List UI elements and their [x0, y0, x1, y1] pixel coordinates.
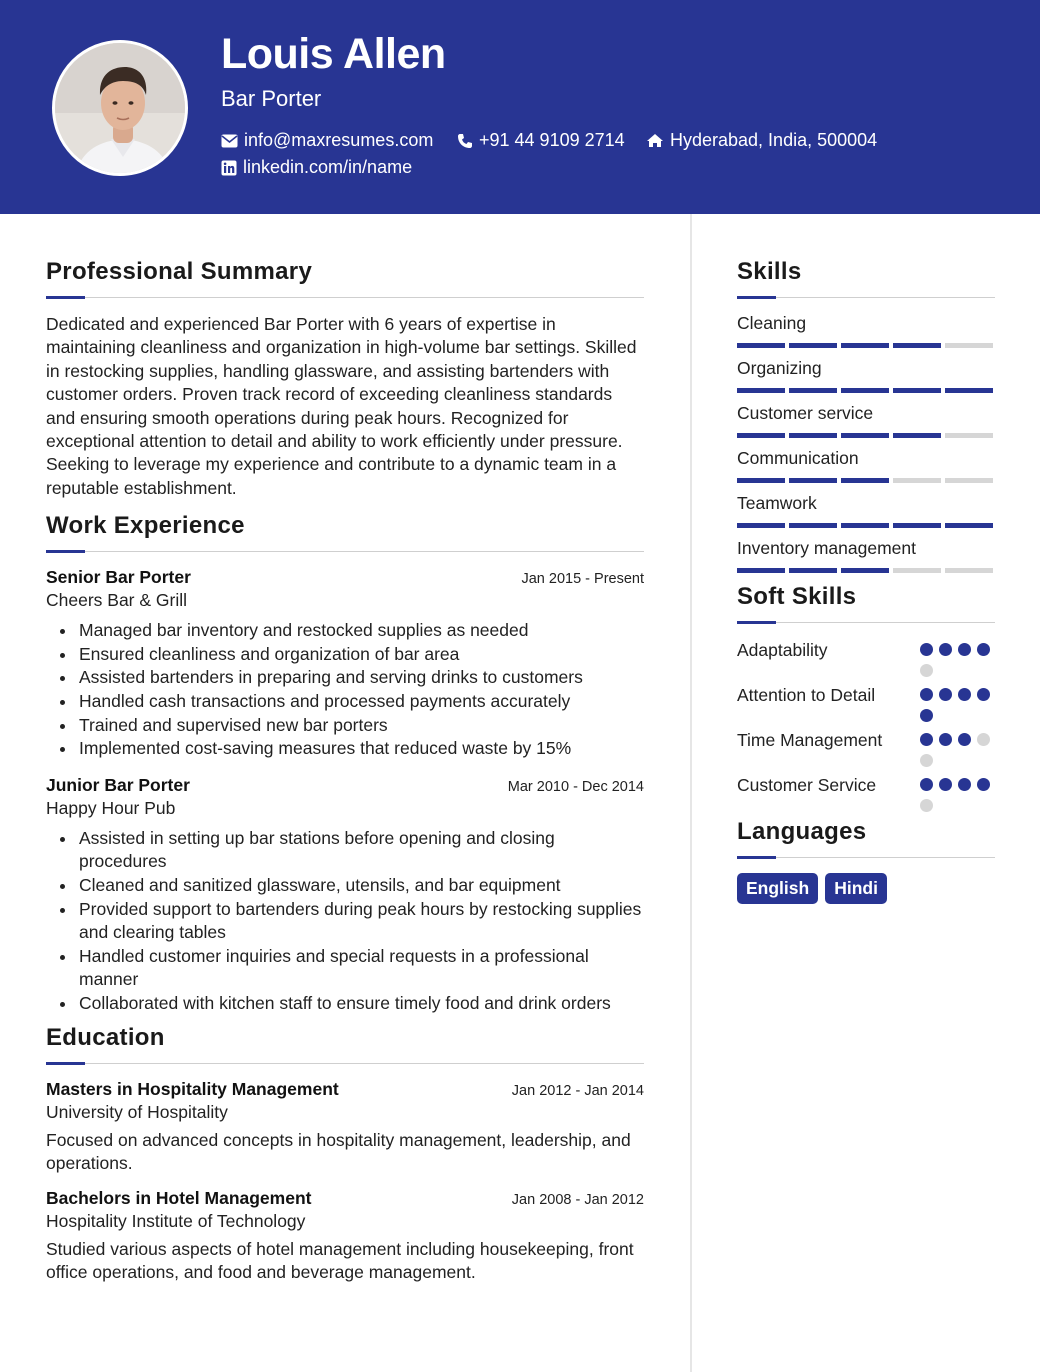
- experience-heading: Work Experience: [46, 512, 245, 540]
- rating-dot: [977, 688, 990, 701]
- rating-dot: [920, 688, 933, 701]
- skill-level-segment: [737, 568, 785, 573]
- rating-dot: [920, 664, 933, 677]
- contact-email[interactable]: [221, 130, 433, 151]
- home-icon: [646, 133, 664, 148]
- job-entry: [46, 567, 644, 761]
- soft-skills-list: [737, 638, 995, 812]
- resume-header: [0, 0, 1040, 214]
- skill-level-segment: [945, 523, 993, 528]
- skill-level-bar: [737, 388, 995, 393]
- skill-name: Cleaning: [737, 313, 807, 333]
- contact-location: [646, 130, 877, 151]
- job-title: Senior Bar Porter: [46, 567, 191, 588]
- skill-item: [737, 448, 995, 483]
- skill-name: Teamwork: [737, 493, 817, 513]
- skill-item: [737, 493, 995, 528]
- skill-level-segment: [893, 343, 941, 348]
- skill-name: Inventory management: [737, 538, 916, 558]
- skill-item: [737, 358, 995, 393]
- rating-dot: [958, 688, 971, 701]
- skill-item: [737, 403, 995, 438]
- envelope-icon: [221, 134, 238, 148]
- skills-heading: Skills: [737, 258, 802, 285]
- bullet-item: Cleaned and sanitized glassware, utensils, and bar equipment: [46, 874, 644, 898]
- soft-skill-rating: [920, 638, 995, 677]
- phone-icon: [457, 133, 473, 149]
- skill-level-segment: [789, 433, 837, 438]
- section-rule: [46, 296, 644, 299]
- skills-list: [737, 313, 995, 573]
- column-divider: [690, 214, 692, 1372]
- school-name: Hospitality Institute of Technology: [46, 1210, 306, 1231]
- section-rule: [46, 1062, 644, 1065]
- education-entry: [46, 1079, 644, 1176]
- rating-dot: [958, 778, 971, 791]
- experience-section: [46, 512, 644, 1015]
- skills-section: [737, 258, 995, 573]
- education-entry: [46, 1188, 644, 1285]
- skill-level-bar: [737, 568, 995, 573]
- bullet-item: Assisted in setting up bar stations before opening and closing procedures: [46, 827, 644, 874]
- skill-level-segment: [737, 388, 785, 393]
- skill-name: Communication: [737, 448, 859, 468]
- bullet-item: Handled cash transactions and processed payments accurately: [46, 690, 644, 714]
- rating-dot: [958, 643, 971, 656]
- education-heading: Education: [46, 1023, 165, 1051]
- skill-level-segment: [841, 523, 889, 528]
- skill-level-bar: [737, 433, 995, 438]
- soft-skill-name: Time Management: [737, 730, 883, 750]
- job-entry: [46, 775, 644, 1016]
- rating-dot: [939, 643, 952, 656]
- language-badge: English: [737, 873, 818, 904]
- bullet-item: Handled customer inquiries and special requests in a professional manner: [46, 945, 644, 992]
- skill-level-segment: [737, 478, 785, 483]
- job-employer: Happy Hour Pub: [46, 797, 176, 818]
- soft-skill-name: Attention to Detail: [737, 685, 876, 705]
- summary-text: Dedicated and experienced Bar Porter with 6 years of expertise in maintaining cleanliness and organization in high-volume bar settings. Skilled in restocking supplies, handling glassware, and assisting bartenders with customer orders. Proven track record of exceeding cleanliness standards and ensuring smooth operations during peak hours. Recognized for exceptional attention to detail and ability to work efficiently under pressure. Seeking to leverage my experience and contribute to a dynamic team in a reputable establishment.: [46, 314, 637, 498]
- rating-dot: [939, 778, 952, 791]
- rating-dot: [920, 733, 933, 746]
- education-description: Studied various aspects of hotel management including housekeeping, front office operations, and food and beverage management.: [46, 1238, 634, 1283]
- rating-dot: [920, 754, 933, 767]
- education-section: [46, 1024, 644, 1285]
- skill-level-segment: [893, 433, 941, 438]
- education-dates: Jan 2012 - Jan 2014: [511, 1082, 644, 1099]
- soft-skill-item: [737, 728, 995, 767]
- job-dates: Jan 2015 - Present: [521, 571, 644, 588]
- skill-level-bar: [737, 478, 995, 483]
- skill-level-segment: [841, 433, 889, 438]
- job-employer: Cheers Bar & Grill: [46, 590, 188, 611]
- education-dates: Jan 2008 - Jan 2012: [511, 1191, 644, 1208]
- sidebar-column: [737, 258, 995, 904]
- languages-heading: Languages: [737, 818, 867, 845]
- skill-level-segment: [789, 568, 837, 573]
- section-rule: [737, 296, 995, 299]
- job-bullets: [46, 827, 644, 1016]
- rating-dot: [958, 733, 971, 746]
- soft-skill-item: [737, 773, 995, 812]
- skill-level-segment: [893, 388, 941, 393]
- soft-skill-name: Adaptability: [737, 640, 828, 660]
- skill-level-segment: [841, 478, 889, 483]
- soft-skills-heading: Soft Skills: [737, 583, 857, 610]
- degree-title: Bachelors in Hotel Management: [46, 1187, 312, 1208]
- skill-level-segment: [789, 523, 837, 528]
- rating-dot: [920, 778, 933, 791]
- bullet-item: Implemented cost-saving measures that reduced waste by 15%: [46, 737, 644, 761]
- skill-level-segment: [841, 388, 889, 393]
- linkedin-text: linkedin.com/in/name: [243, 157, 413, 177]
- skill-level-segment: [945, 478, 993, 483]
- rating-dot: [939, 688, 952, 701]
- avatar: [52, 40, 188, 176]
- contact-linkedin[interactable]: [221, 157, 412, 178]
- section-rule: [46, 550, 644, 553]
- rating-dot: [977, 778, 990, 791]
- bullet-item: Assisted bartenders in preparing and serving drinks to customers: [46, 666, 644, 690]
- profile-photo: [55, 43, 188, 176]
- skill-level-segment: [789, 478, 837, 483]
- skill-level-bar: [737, 523, 995, 528]
- soft-skill-rating: [920, 773, 995, 812]
- summary-section: [46, 258, 644, 500]
- education-description: Focused on advanced concepts in hospitality management, leadership, and operations.: [46, 1129, 631, 1174]
- rating-dot: [920, 799, 933, 812]
- soft-skill-item: [737, 683, 995, 722]
- skill-item: [737, 538, 995, 573]
- skill-level-segment: [789, 343, 837, 348]
- soft-skill-item: [737, 638, 995, 677]
- skill-level-segment: [893, 478, 941, 483]
- skill-level-segment: [893, 568, 941, 573]
- rating-dot: [939, 733, 952, 746]
- skill-level-segment: [737, 433, 785, 438]
- rating-dot: [920, 709, 933, 722]
- skill-name: Organizing: [737, 358, 822, 378]
- skill-level-segment: [945, 343, 993, 348]
- phone-text: +91 44 9109 2714: [479, 130, 625, 150]
- job-bullets: [46, 619, 644, 761]
- candidate-name: Louis Allen: [221, 30, 446, 78]
- skill-level-segment: [893, 523, 941, 528]
- skill-level-segment: [789, 388, 837, 393]
- job-title: Junior Bar Porter: [46, 774, 190, 795]
- languages-list: [737, 873, 995, 904]
- contact-phone[interactable]: [457, 130, 625, 151]
- skill-level-segment: [841, 568, 889, 573]
- main-column: [46, 258, 644, 1297]
- rating-dot: [977, 733, 990, 746]
- skill-level-segment: [737, 523, 785, 528]
- skill-level-segment: [945, 568, 993, 573]
- skill-level-segment: [737, 343, 785, 348]
- bullet-item: Managed bar inventory and restocked supplies as needed: [46, 619, 644, 643]
- bullet-item: Ensured cleanliness and organization of bar area: [46, 643, 644, 667]
- rating-dot: [977, 643, 990, 656]
- soft-skill-rating: [920, 683, 995, 722]
- candidate-title: Bar Porter: [221, 86, 322, 111]
- degree-title: Masters in Hospitality Management: [46, 1078, 339, 1099]
- email-text: info@maxresumes.com: [244, 130, 434, 150]
- soft-skill-name: Customer Service: [737, 775, 877, 795]
- bullet-item: Collaborated with kitchen staff to ensure timely food and drink orders: [46, 992, 644, 1016]
- skill-item: [737, 313, 995, 348]
- bullet-item: Trained and supervised new bar porters: [46, 714, 644, 738]
- skill-name: Customer service: [737, 403, 874, 423]
- school-name: University of Hospitality: [46, 1101, 228, 1122]
- rating-dot: [920, 643, 933, 656]
- skill-level-bar: [737, 343, 995, 348]
- section-rule: [737, 856, 995, 859]
- bullet-item: Provided support to bartenders during peak hours by restocking supplies and clearing tables: [46, 898, 644, 945]
- summary-heading: Professional Summary: [46, 258, 313, 285]
- language-badge: Hindi: [825, 873, 887, 904]
- skill-level-segment: [945, 433, 993, 438]
- soft-skill-rating: [920, 728, 995, 767]
- soft-skills-section: [737, 583, 995, 812]
- job-dates: Mar 2010 - Dec 2014: [507, 778, 644, 795]
- skill-level-segment: [841, 343, 889, 348]
- location-text: Hyderabad, India, 500004: [670, 130, 878, 150]
- skill-level-segment: [945, 388, 993, 393]
- languages-section: [737, 818, 995, 904]
- section-rule: [737, 621, 995, 624]
- linkedin-icon: [221, 160, 237, 176]
